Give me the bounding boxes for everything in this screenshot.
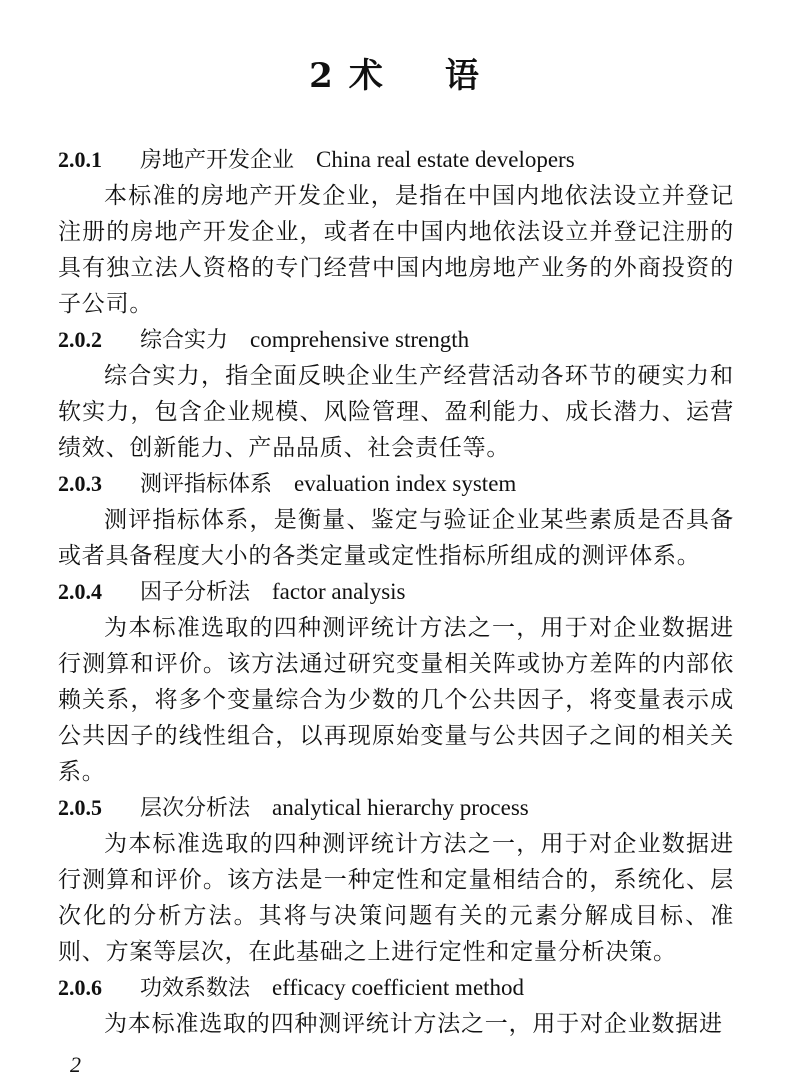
term-definition-2-0-2: 综合实力，指全面反映企业生产经营活动各环节的硬实力和软实力，包含企业规模、风险管理、盈利能力、成长潜力、运营绩效、创新能力、产品品质、社会责任等。 xyxy=(58,363,734,461)
term-english: China real estate developers xyxy=(316,147,575,172)
term-heading-2-0-1 xyxy=(58,142,734,178)
page-number: 2 xyxy=(70,1052,81,1077)
chapter-number: 2 xyxy=(309,56,335,96)
term-heading-2-0-2 xyxy=(58,322,734,358)
term-definition-2-0-3: 测评指标体系，是衡量、鉴定与验证企业某些素质是否具备或者具备程度大小的各类定量或定性指标所组成的测评体系。 xyxy=(58,507,734,569)
term-number: 2.0.4 xyxy=(58,579,102,604)
term-heading-2-0-5 xyxy=(58,790,734,826)
term-chinese: 测评指标体系 xyxy=(140,472,273,497)
chapter-title-part2: 语 xyxy=(444,56,481,96)
term-chinese: 房地产开发企业 xyxy=(140,148,295,173)
term-chinese: 综合实力 xyxy=(140,328,229,353)
term-definition-2-0-1: 本标准的房地产开发企业，是指在中国内地依法设立并登记注册的房地产开发企业，或者在中国内地依法设立并登记注册的具有独立法人资格的专门经营中国内地房地产业务的外商投资的子公司。 xyxy=(58,183,734,317)
term-heading-2-0-4 xyxy=(58,574,734,610)
term-english: evaluation index system xyxy=(294,471,517,496)
terms-body xyxy=(58,142,734,1042)
term-english: analytical hierarchy process xyxy=(272,795,529,820)
term-number: 2.0.6 xyxy=(58,975,102,1000)
term-english: comprehensive strength xyxy=(250,327,470,352)
term-heading-2-0-6 xyxy=(58,970,734,1006)
chapter-title-part1: 术 xyxy=(348,56,385,96)
chapter-title xyxy=(0,48,790,97)
term-definition-2-0-5: 为本标准选取的四种测评统计方法之一，用于对企业数据进行测算和评价。该方法是一种定性和定量相结合的，系统化、层次化的分析方法。其将与决策问题有关的元素分解成目标、准则、方案等层次，在此基础之上进行定性和定量分析决策。 xyxy=(58,831,734,965)
term-number: 2.0.1 xyxy=(58,147,102,172)
term-heading-2-0-3 xyxy=(58,466,734,502)
term-chinese: 层次分析法 xyxy=(140,796,251,821)
term-number: 2.0.5 xyxy=(58,795,102,820)
term-chinese: 功效系数法 xyxy=(140,976,251,1001)
term-number: 2.0.3 xyxy=(58,471,102,496)
term-english: efficacy coefficient method xyxy=(272,975,525,1000)
term-definition-2-0-6: 为本标准选取的四种测评统计方法之一，用于对企业数据进 xyxy=(104,1011,723,1037)
term-chinese: 因子分析法 xyxy=(140,580,251,605)
term-english: factor analysis xyxy=(272,579,406,604)
term-definition-2-0-4: 为本标准选取的四种测评统计方法之一，用于对企业数据进行测算和评价。该方法通过研究变量相关阵或协方差阵的内部依赖关系，将多个变量综合为少数的几个公共因子，将变量表示成公共因子的线性组合，以再现原始变量与公共因子之间的相关关系。 xyxy=(58,615,734,785)
term-number: 2.0.2 xyxy=(58,327,102,352)
